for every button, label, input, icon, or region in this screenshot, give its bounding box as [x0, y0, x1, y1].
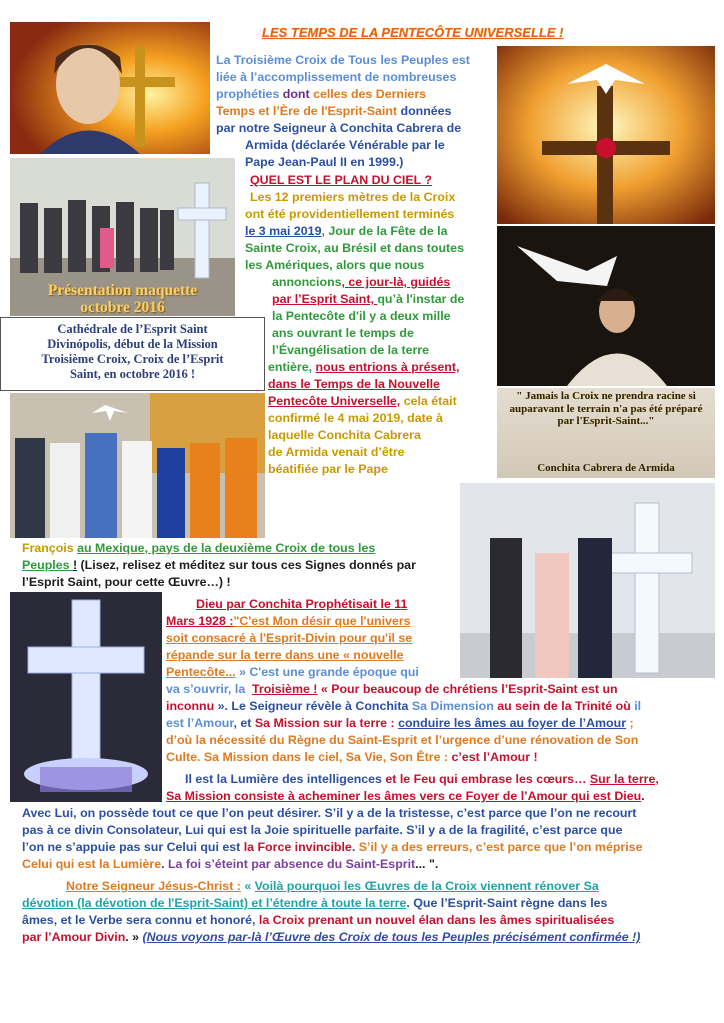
- p3-text: Celui qui est la Lumière: [22, 857, 162, 871]
- p2-line-20: l’Esprit Saint, pour cette Œuvre…) !: [22, 575, 231, 589]
- p1-text: celles des Derniers: [309, 87, 427, 101]
- p1-text: liée à l’accomplissement de nombreuses: [216, 70, 457, 84]
- plan-heading: QUEL EST LE PLAN DU CIEL ?: [250, 173, 432, 187]
- p2-text: par l’Esprit Saint,: [272, 292, 378, 306]
- p3-text: .: [641, 789, 645, 803]
- p3-line-4: répande sur la terre dans une « nouvelle: [166, 648, 404, 662]
- p3-line-2: [166, 613, 411, 630]
- p4-line-2: [22, 895, 607, 912]
- p3-text: Troisième !: [252, 682, 318, 696]
- p3-text: Sur la terre,: [589, 772, 659, 786]
- p2-text: entière,: [268, 360, 316, 374]
- p2-text: au Mexique, pays de la deuxième Croix de tous les: [77, 541, 376, 555]
- p1-text: La Troisième Croix de Tous les Peuples est: [216, 53, 470, 67]
- p2-text: le 3 mai 2019: [245, 224, 322, 238]
- p1-line-4: [216, 103, 451, 120]
- cathedrale-caption: [0, 317, 265, 391]
- dove-cross-image: [497, 46, 715, 224]
- p2-line-19: [22, 557, 416, 574]
- cross-group-image: [460, 483, 715, 678]
- cathedral-group-photo: [10, 393, 265, 538]
- quote-line-3: par l'Esprit-Saint...": [557, 415, 655, 427]
- p3-line-1: Dieu par Conchita Prophétisait le 11: [196, 597, 408, 611]
- p3-text: ... ".: [415, 857, 439, 871]
- p1-line-6: Armida (déclarée Vénérable par le: [245, 138, 445, 152]
- cathedrale-caption-line-1: Cathédrale de l’Esprit Saint: [57, 322, 208, 336]
- p1-line-2: [216, 69, 456, 86]
- quote-text: [499, 390, 713, 428]
- p3-text: et le Feu qui embrase les cœurs…: [381, 772, 590, 786]
- p3-text: Culte. Sa Mission dans le ciel, Sa Vie, Son Être :: [166, 750, 449, 764]
- p4-text: . Que l’Esprit-Saint règne dans les: [406, 896, 608, 910]
- p3-text: ». Le Seigneur révèle à Conchita: [214, 699, 412, 713]
- cathedrale-caption-line-2: Divinópolis, début de la Mission: [47, 337, 218, 351]
- p3-text: "C'est Mon désir que: [233, 614, 361, 628]
- p3-text: « Pour beaucoup de chrétiens l’Esprit-Saint est un: [317, 682, 618, 696]
- p3-text: Mars 1928 :: [166, 614, 234, 628]
- p2-line-3: [245, 223, 447, 240]
- p3-text: La foi s’éteint par absence du Saint-Esprit: [167, 857, 416, 871]
- p2-line-5: les Amériques, alors que nous: [245, 258, 425, 272]
- p3-line-12: [185, 771, 659, 788]
- p3-text: va s’ouvrir, la: [166, 682, 246, 696]
- p4-text: dévotion (la dévotion de l'Esprit-Saint) et l’étendre à toute la terre: [22, 896, 407, 910]
- p3-line-15: pas à ce divin Consolateur, Lui qui est la Joie spirituelle parfaite. S’il y a de la fragilité, c’est parce que: [22, 823, 623, 837]
- p2-line-4: Sainte Croix, au Brésil et dans toutes: [245, 241, 464, 255]
- p3-text: Sa Dimension: [411, 699, 494, 713]
- p1-line-3: [216, 86, 426, 103]
- p2-line-7: [272, 291, 464, 308]
- p2-line-1: Les 12 premiers mètres de la Croix: [250, 190, 456, 204]
- p2-line-16: de Armida venait d’être: [268, 445, 405, 459]
- p2-line-17: béatifiée par le Pape: [268, 462, 388, 476]
- p4-text: âmes, et le Verbe sera connu et honoré,: [22, 913, 259, 927]
- p3-text: .: [351, 840, 359, 854]
- p2-line-2: ont été providentiellement terminés: [245, 207, 455, 221]
- p3-line-16: [22, 839, 642, 856]
- p1-text: Temps et l’Ère de l'Esprit-Saint: [216, 104, 398, 118]
- p2-text: qu’à l'instar de: [377, 292, 465, 306]
- p3-text: inconnu: [166, 699, 215, 713]
- p2-text: Universelle,: [330, 394, 401, 408]
- p1-text: données: [397, 104, 452, 118]
- quote-line-1: " Jamais la Croix ne prendra racine si: [516, 390, 696, 402]
- p3-text: ;: [626, 716, 634, 730]
- p3-text: est l’Amour: [166, 716, 234, 730]
- p4-text: Notre Seigneur Jésus-Christ :: [66, 879, 241, 893]
- cathedrale-caption-line-4: Saint, en octobre 2016 !: [69, 367, 196, 381]
- p3-line-9: [166, 715, 634, 732]
- p3-text: Il est la Lumière des intelligences: [185, 772, 382, 786]
- quote-author: Conchita Cabrera de Armida: [537, 462, 675, 474]
- maquette-caption-line-1: Présentation maquette: [47, 282, 198, 299]
- portrait-image: [10, 22, 210, 154]
- p2-text: (Lisez, relisez et méditez sur tous ces Signes donnés par: [77, 558, 416, 572]
- p3-text: , et: [233, 716, 255, 730]
- dove-rider-image: [497, 226, 715, 386]
- p3-text: c’est l’Amour !: [448, 750, 538, 764]
- p1-text: prophéties: [216, 87, 283, 101]
- maquette-caption: [0, 282, 245, 316]
- p4-text: . »: [125, 930, 143, 944]
- p2-line-11: [268, 359, 459, 376]
- p2-text: Pentecôte: [268, 394, 331, 408]
- p2-text: , ce jour-là, guidés: [341, 275, 451, 289]
- p2-line-10: l’Évangélisation de la terre: [272, 343, 430, 357]
- p2-text: nous entrions à présent,: [315, 360, 460, 374]
- p3-line-14: Avec Lui, on possède tout ce que l’on peut désirer. S’il y a de la tristesse, c’est parce que l’on ne recourt: [22, 806, 637, 820]
- p2-line-12: dans le Temps de la Nouvelle: [268, 377, 440, 391]
- p3-line-7b: [252, 681, 618, 698]
- p3-text: l'univers: [360, 614, 411, 628]
- p4-text: par l’Amour Divin: [22, 930, 126, 944]
- cross-group-photo: [460, 483, 715, 678]
- p4-line-3: [22, 912, 614, 929]
- p3-text: Sa Mission sur la terre :: [254, 716, 395, 730]
- page-title: LES TEMPS DE LA PENTECÔTE UNIVERSELLE !: [262, 25, 564, 40]
- p2-text: annoncions: [272, 275, 342, 289]
- illuminated-cross-photo: [10, 592, 162, 802]
- p2-line-18: [22, 540, 375, 557]
- p2-text: !: [72, 558, 78, 572]
- p4-text: la Croix prenant un nouvel élan dans les âmes spiritualisées: [258, 913, 615, 927]
- p1-line-1: [216, 52, 470, 69]
- p3-line-17: [22, 856, 438, 873]
- p3-text: .: [161, 857, 168, 871]
- cathedral-group-image: [10, 393, 265, 538]
- p3-line-3: soit consacré à l'Esprit-Divin pour qu'il se: [166, 631, 413, 645]
- p2-text: , Jour de la Fête de la: [321, 224, 448, 238]
- dove-cross-photo: [497, 46, 715, 224]
- p3-text: la Force invincible: [243, 840, 352, 854]
- p2-line-15: laquelle Conchita Cabrera: [268, 428, 421, 442]
- p4-text: Voilà pourquoi les Œuvres de la Croix viennent rénover Sa: [254, 879, 599, 893]
- p3-line-11: [166, 749, 538, 766]
- quote-line-2: auparavant le terrain n'a pas été préparé: [509, 402, 703, 415]
- p3-line-8: [166, 698, 641, 715]
- p4-text: (Nous voyons par-là l’Œuvre des Croix de tous les Peuples précisément confirmée !): [142, 930, 641, 944]
- p1-line-5: par notre Seigneur à Conchita Cabrera de: [216, 121, 462, 135]
- p2-line-9: ans ouvrant le temps de: [272, 326, 414, 340]
- p3-line-5: [166, 664, 419, 681]
- p3-text: il: [634, 699, 642, 713]
- p1-line-7: Pape Jean-Paul II en 1999.): [245, 155, 404, 169]
- p2-text: Peuples: [22, 558, 73, 572]
- p3-text: conduire les âmes au foyer de l’Amour: [398, 716, 627, 730]
- illuminated-cross-image: [10, 592, 162, 802]
- p2-line-14: confirmé le 4 mai 2019, date à: [268, 411, 443, 425]
- p3-text: Sa Mission consiste à acheminer les âmes vers ce Foyer de l’Amour qui est Dieu: [166, 789, 642, 803]
- p2-line-6: [272, 274, 450, 291]
- p2-text: François: [22, 541, 78, 555]
- p4-text: «: [240, 879, 255, 893]
- p2-line-8: la Pentecôte d'il y a deux mille: [272, 309, 451, 323]
- p4-line-4: [22, 929, 640, 946]
- p3-text: au sein de la Trinité où: [493, 699, 635, 713]
- p4-line-1: [66, 878, 599, 895]
- cathedrale-caption-line-3: Troisième Croix, Croix de l’Esprit: [41, 352, 224, 366]
- p3-text: » C'est une grande époque qui: [235, 665, 419, 679]
- p3-text: l’on ne s’appuie pas sur Celui qui est: [22, 840, 244, 854]
- p1-text: dont: [282, 87, 310, 101]
- p2-line-13: [268, 393, 457, 410]
- dove-rider-photo: [497, 226, 715, 386]
- portrait-photo: [10, 22, 210, 154]
- p3-line-13: [166, 788, 645, 805]
- quote-panel: [497, 388, 715, 478]
- p2-text: cela était: [400, 394, 457, 408]
- p3-line-10: d’où la nécessité du Règne du Saint-Esprit et l’urgence d’une rénovation de Son: [166, 733, 639, 747]
- p3-text: Pentecôte...: [166, 665, 236, 679]
- p3-text: S’il y a des erreurs, c’est parce que l’on méprise: [358, 840, 643, 854]
- maquette-caption-line-2: octobre 2016: [80, 299, 165, 316]
